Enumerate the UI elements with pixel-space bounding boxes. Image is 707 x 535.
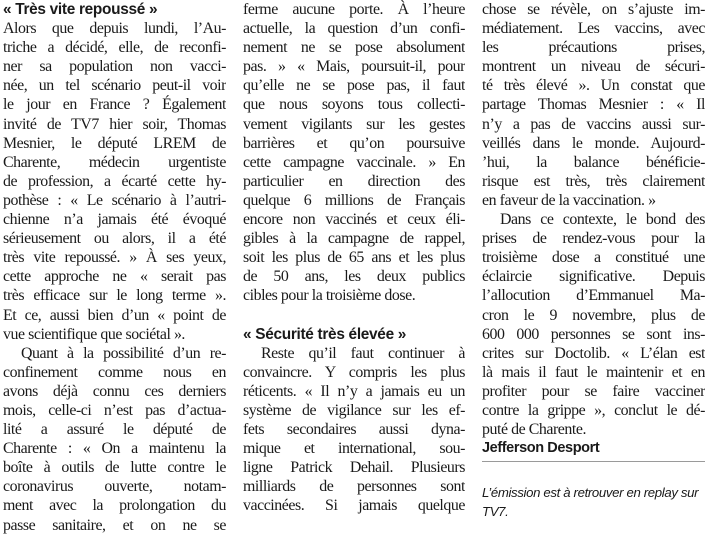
text-line: sérieusement ou alors, il a été [3, 230, 226, 248]
text-line: crites sur Doctolib. « L’élan est [482, 344, 705, 362]
text-line: soit les plus de 65 ans et les plus [243, 249, 465, 267]
text-line: l’allocution d’Emmanuel Ma- [482, 287, 705, 305]
text-line: chienne n’a jamais été évoqué [3, 211, 226, 229]
text-line: partage Thomas Mesnier : « Il [482, 96, 705, 114]
text-line: gibles à la campagne de rappel, [243, 230, 465, 248]
column-2-body-bottom [243, 344, 465, 516]
text-line: fets secondaires aussi dyna- [243, 420, 465, 438]
text-line: mois, celle-ci n’est pas d’actua- [3, 401, 226, 419]
text-line: vue scientifique que sociétal ». [3, 325, 185, 343]
text-line: prises de rendez-vous pour la [482, 230, 705, 248]
text-line: troisième dose a constitué une [482, 249, 705, 267]
text-line: là mais il faut le maintenir et en [482, 363, 705, 381]
text-line: passe sanitaire, et on ne se [3, 516, 226, 534]
text-line: particulier en direction des [243, 172, 465, 190]
column-1 [3, 0, 226, 535]
text-line: coronavirus ouverte, notam- [3, 478, 226, 496]
text-line: le jour en France ? Également [3, 96, 226, 114]
subheading-securite-tres-elevee: « Sécurité très élevée » [243, 325, 407, 343]
column-2 [243, 0, 465, 515]
text-line: cette campagne vaccinale. » En [243, 153, 465, 171]
text-line: très vite repoussé. » À ses yeux, [3, 249, 226, 267]
text-line: vement vigilants sur les gestes [243, 115, 465, 133]
text-line: de profession, a écarté cette hy- [3, 172, 226, 190]
text-line: té très élevé ». Un constat que [482, 77, 705, 95]
text-line: pothèse : « Le scénario à l’autri- [3, 191, 226, 209]
text-line: puté de Charente. [482, 421, 586, 439]
replay-note: L’émission est à retrouver en replay sur TV7. [482, 485, 699, 519]
text-line: boîte à outils de lutte contre le [3, 459, 226, 477]
text-line: médiatement. Les vaccins, avec [482, 20, 705, 38]
text-line: système de vigilance sur les ef- [243, 401, 465, 419]
text-line: ment avec la prolongation du [3, 497, 226, 515]
text-line: nement ne se pose absolument [243, 39, 465, 57]
text-line: n’y a pas de vaccins aussi sur- [482, 115, 705, 133]
text-line: très efficace sur le long terme ». [3, 287, 226, 305]
column-3-body [482, 0, 705, 439]
text-line: contre la grippe », conclut le dé- [482, 401, 705, 419]
text-line: ferme aucune porte. À l’heure [243, 1, 465, 18]
text-line: née, un tel scénario peut-il voir [3, 77, 226, 95]
text-line: avons déjà connu ces derniers [3, 382, 226, 400]
text-line: qu’elle ne se pose pas, il faut [243, 77, 465, 95]
text-line: milliards de personnes sont [243, 478, 465, 496]
text-line: Mesnier, le député LREM de [3, 134, 226, 152]
text-line: pas. » « Mais, poursuit-il, pour [243, 58, 465, 76]
text-line: Et ce, aussi bien d’un « point de [3, 306, 226, 324]
text-line: actuelle, la question d’un confi- [243, 20, 465, 38]
text-line: cibles pour la troisième dose. [243, 287, 416, 305]
text-line: encore non vaccinés et ceux éli- [243, 211, 465, 229]
text-line: montrent un niveau de sécuri- [482, 58, 705, 76]
text-line: risque est très, très clairement [482, 172, 705, 190]
text-line: Charente : « On a maintenu la [3, 440, 226, 458]
text-line: éclaircie significative. Depuis [482, 268, 705, 286]
text-line: barrières et qu’on poursuive [243, 134, 465, 152]
text-line: les précautions prises, [482, 39, 705, 57]
text-line: cette approche ne « serait pas [3, 268, 226, 286]
text-line: Dans ce contexte, le bond des [500, 211, 705, 229]
text-line: chose se révèle, on s’ajuste im- [482, 1, 705, 18]
text-line: mique et international, sou- [243, 440, 465, 458]
text-line: Quant à la possibilité d’un re- [21, 344, 226, 362]
text-line: ligne Patrick Dehail. Plusieurs [243, 459, 465, 477]
text-line: réticents. « Il n’y a jamais eu un [243, 382, 465, 400]
text-line: Charente, médecin urgentiste [3, 153, 226, 171]
text-line: ’hui, la balance bénéficie- [482, 153, 705, 171]
column-3 [482, 0, 705, 521]
text-line: triche a décidé, elle, de reconfi- [3, 39, 226, 57]
text-line: vaccinées. Si jamais quelque [243, 497, 465, 515]
text-line: confinement comme nous en [3, 363, 226, 381]
text-line: Reste qu’il faut continuer à [261, 344, 465, 362]
subheading-tres-vite-repousse: « Très vite repoussé » [3, 1, 158, 18]
divider [482, 461, 705, 462]
text-line: profiter pour se faire vacciner [482, 382, 705, 400]
column-2-body-top [243, 0, 465, 306]
author-signature: Jefferson Desport [482, 440, 600, 457]
text-line: lité a assuré le député de [3, 421, 226, 439]
text-line: veillés dans le monde. Aujourd- [482, 134, 705, 152]
text-line: convaincre. Y compris les plus [243, 363, 465, 381]
text-line: de 50 ans, les deux publics [243, 268, 465, 286]
text-line: que nous soyons tous collecti- [243, 96, 465, 114]
column-1-body [3, 19, 226, 535]
text-line: quelque 6 millions de Français [243, 191, 465, 209]
text-line: invité de TV7 hier soir, Thomas [3, 115, 226, 133]
text-line: 600 000 personnes se sont ins- [482, 325, 705, 343]
text-line: cron le 9 novembre, plus de [482, 306, 705, 324]
text-line: Alors que depuis lundi, l’Au- [3, 20, 226, 38]
text-line: en faveur de la vaccination. » [482, 191, 656, 209]
text-line: ner sa population non vacci- [3, 58, 226, 76]
